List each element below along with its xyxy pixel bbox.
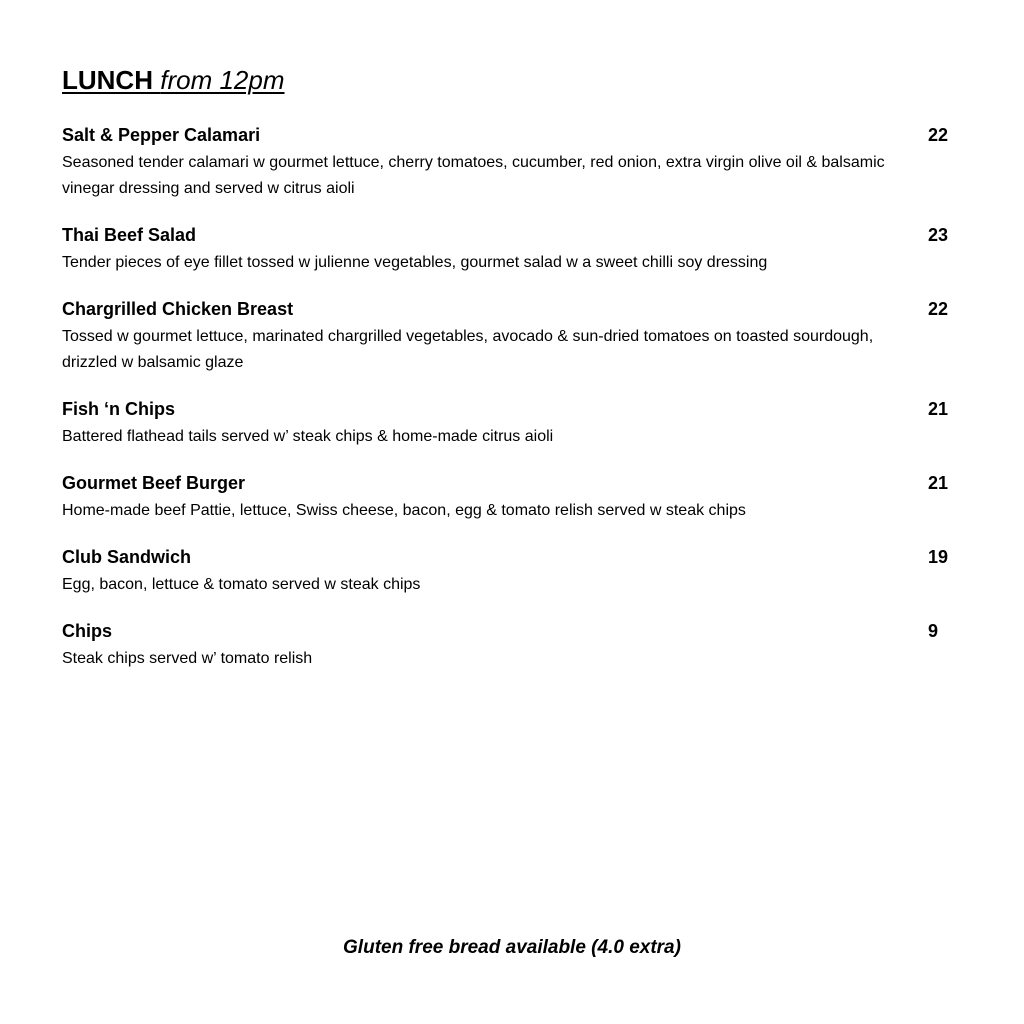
menu-item-description: Seasoned tender calamari w gourmet lettuce, cherry tomatoes, cucumber, red onion, extra virgin olive oil & balsamic vinegar dressing and served w citrus aioli <box>62 154 885 197</box>
menu-item <box>62 220 950 276</box>
menu-item-name: Club Sandwich <box>62 547 192 567</box>
menu-item <box>62 542 950 598</box>
menu-item-price: 9 <box>928 621 939 641</box>
menu-item-name: Fish ‘n Chips <box>62 399 176 419</box>
menu-heading <box>62 62 285 98</box>
menu-item-price: 21 <box>928 399 949 419</box>
menu-item-price: 23 <box>928 225 949 245</box>
menu-item <box>62 616 950 672</box>
menu-item <box>62 468 950 524</box>
menu-title: LUNCH <box>62 65 153 95</box>
menu-item-price: 22 <box>928 299 949 319</box>
menu-item-name: Thai Beef Salad <box>62 225 197 245</box>
menu-item <box>62 294 950 376</box>
menu-item-price: 19 <box>928 547 949 567</box>
menu-item <box>62 120 950 202</box>
menu-item-price: 21 <box>928 473 949 493</box>
menu-item-name: Chargrilled Chicken Breast <box>62 299 294 319</box>
menu-item-name: Chips <box>62 621 113 641</box>
menu-item-description: Tossed w gourmet lettuce, marinated chargrilled vegetables, avocado & sun-dried tomatoes on toasted sourdough, drizzled w balsamic glaze <box>62 328 874 371</box>
menu-item-description: Home-made beef Pattie, lettuce, Swiss cheese, bacon, egg & tomato relish served w steak chips <box>62 502 746 519</box>
menu-item-description: Egg, bacon, lettuce & tomato served w steak chips <box>62 576 421 593</box>
menu-item-name: Gourmet Beef Burger <box>62 473 246 493</box>
menu-item-description: Steak chips served w’ tomato relish <box>62 650 313 667</box>
gluten-free-note: Gluten free bread available (4.0 extra) <box>343 937 681 958</box>
menu-item-price: 22 <box>928 125 949 145</box>
menu-item <box>62 394 950 450</box>
menu-items-list <box>62 120 950 690</box>
menu-item-name: Salt & Pepper Calamari <box>62 125 261 145</box>
menu-item-description: Battered flathead tails served w’ steak chips & home-made citrus aioli <box>62 428 554 445</box>
menu-item-description: Tender pieces of eye fillet tossed w julienne vegetables, gourmet salad w a sweet chilli soy dressing <box>62 254 768 271</box>
menu-subtitle: from 12pm <box>160 65 285 95</box>
